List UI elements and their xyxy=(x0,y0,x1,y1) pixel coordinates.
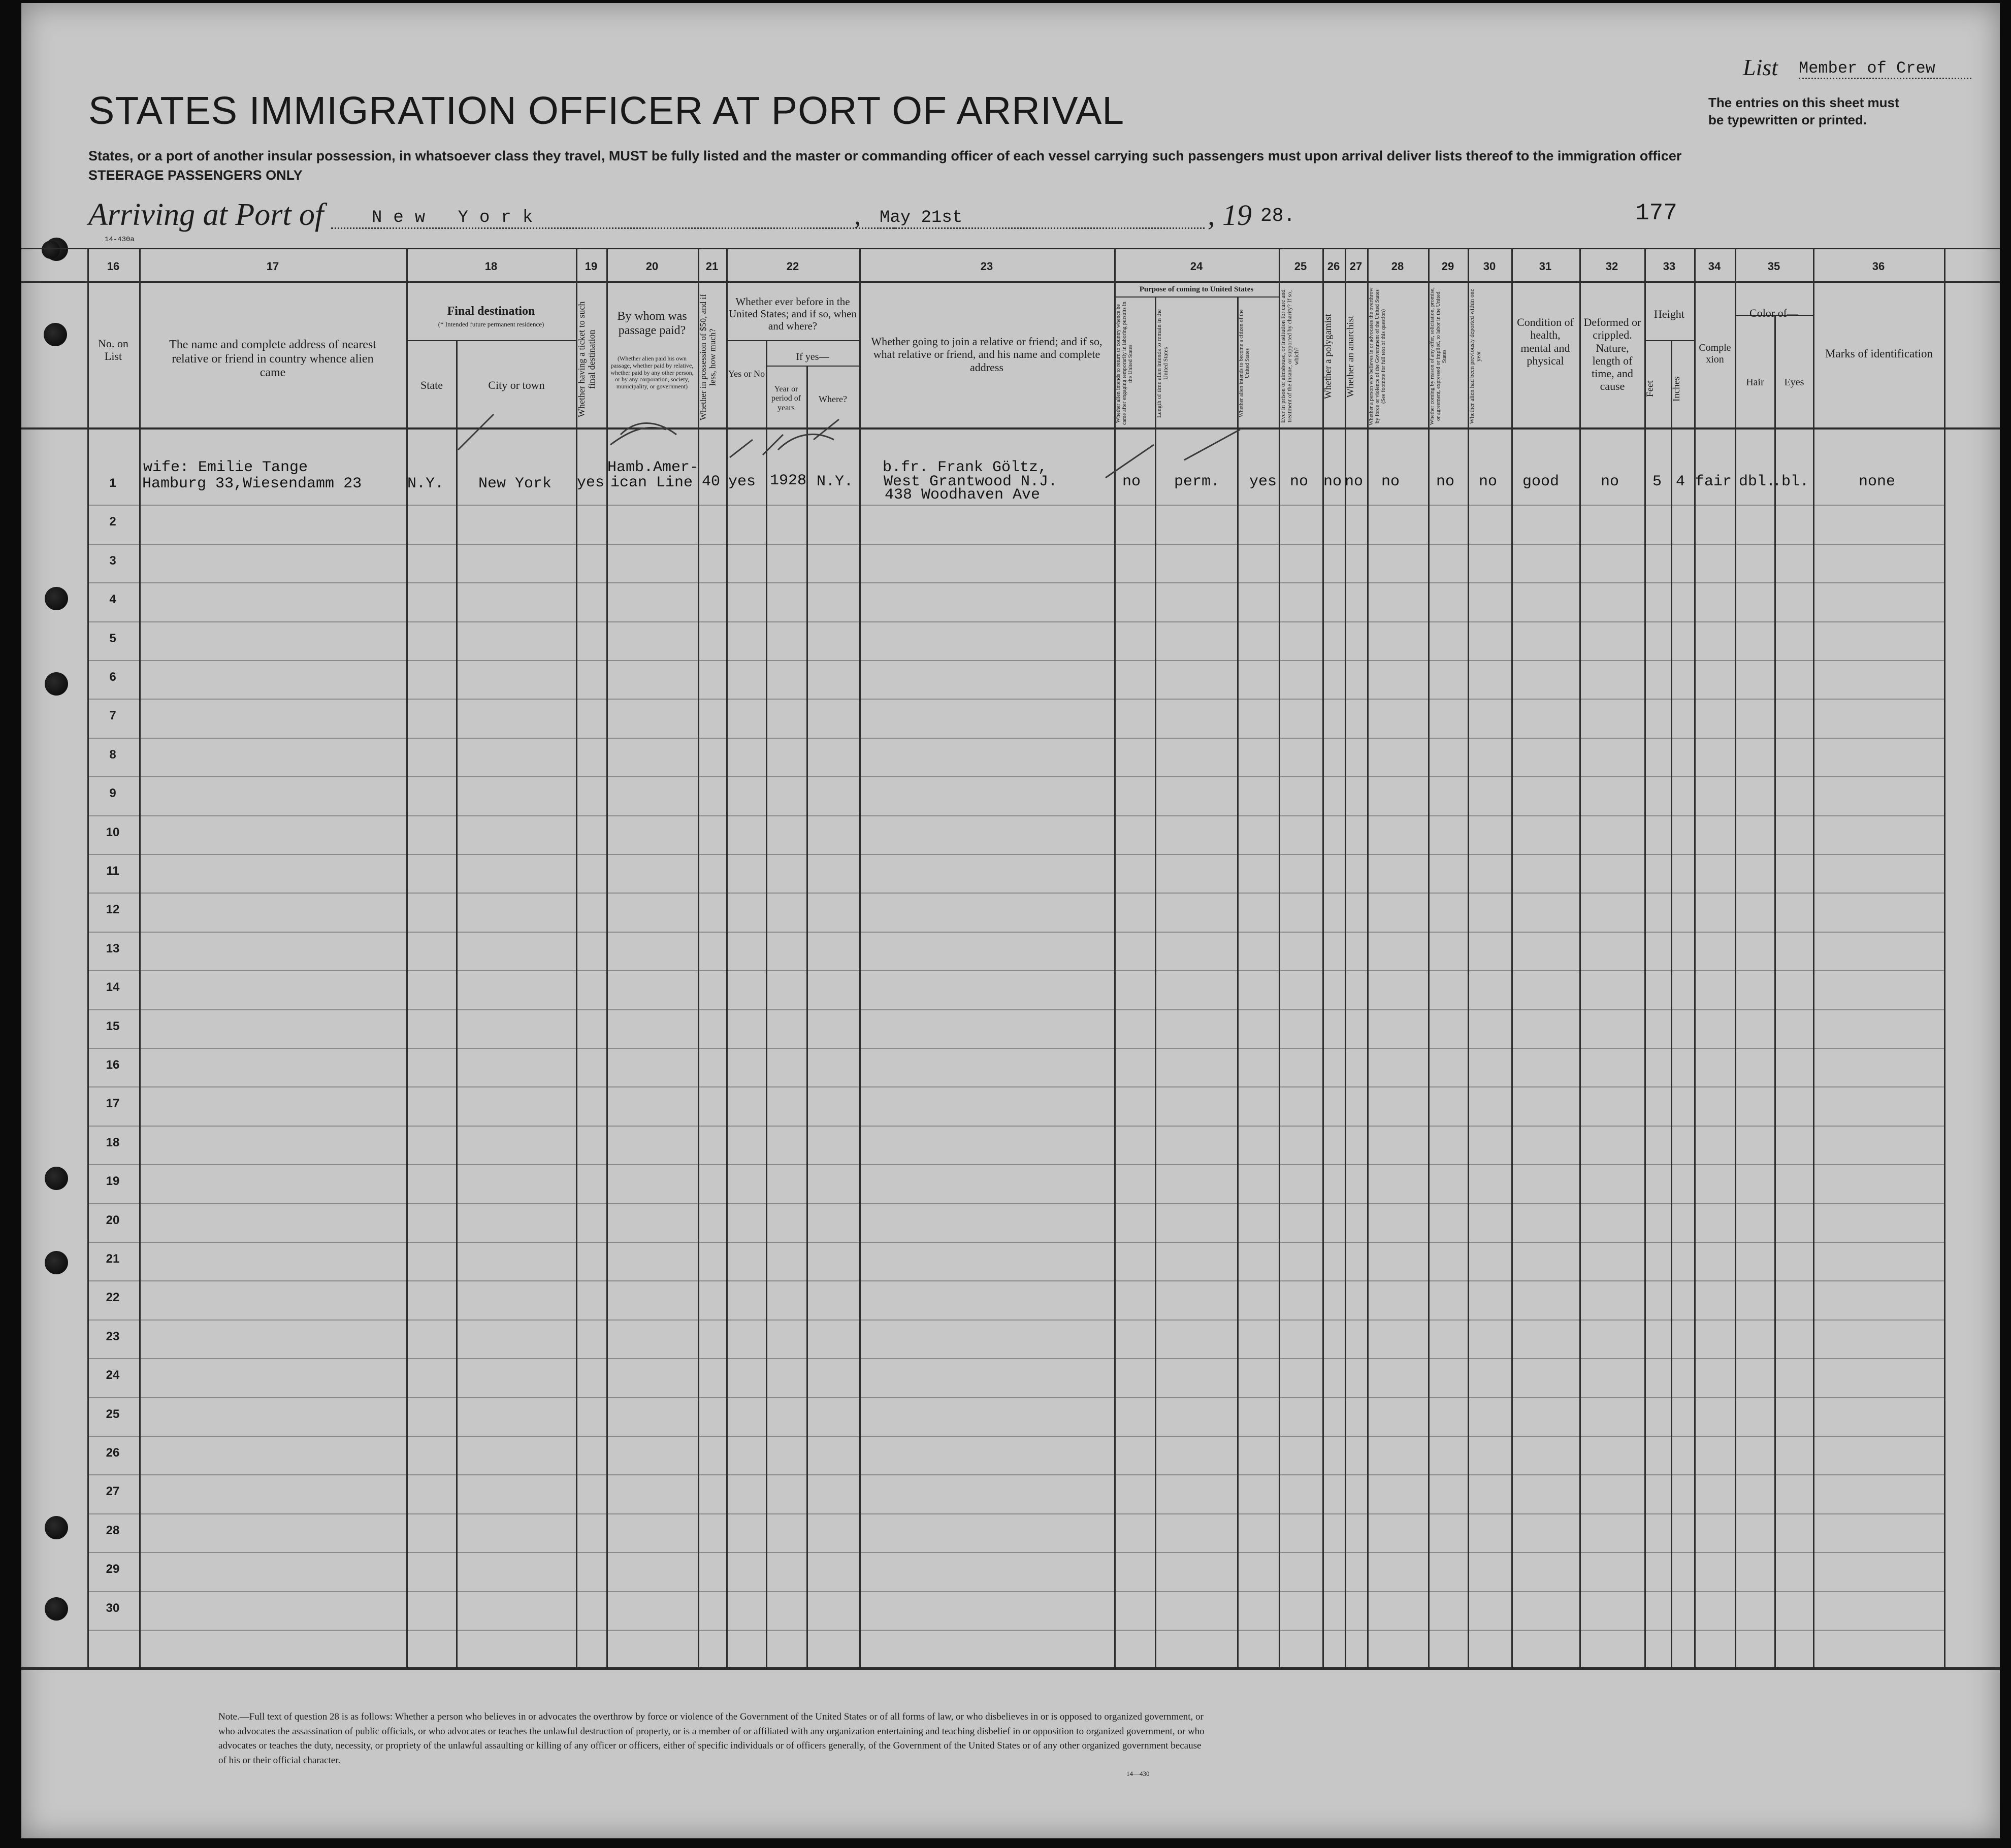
col-number: 25 xyxy=(1294,260,1307,273)
col-number: 20 xyxy=(645,260,659,273)
col-number: 34 xyxy=(1708,260,1721,273)
row-rule xyxy=(87,1436,1944,1437)
before-year: 1928 xyxy=(770,472,807,489)
col-number: 35 xyxy=(1767,260,1780,273)
row-number: 9 xyxy=(109,786,116,800)
row-rule xyxy=(87,1630,1944,1631)
col-number: 30 xyxy=(1483,260,1496,273)
row-rule xyxy=(87,621,1944,622)
row-rule xyxy=(87,582,1944,583)
height-feet: 5 xyxy=(1652,473,1662,490)
polygamist: no xyxy=(1323,473,1342,490)
col-number: 21 xyxy=(705,260,719,273)
check-mark xyxy=(763,435,783,455)
header-deported: Whether alien had been previously deported within one year xyxy=(1468,288,1482,424)
row-number: 19 xyxy=(106,1174,120,1188)
before-us: yes xyxy=(728,473,756,490)
header-health: Condition of health, mental and physical xyxy=(1517,316,1574,367)
row-rule xyxy=(87,970,1944,971)
row-rule xyxy=(87,932,1944,933)
paid-line2: ican Line xyxy=(610,474,693,491)
col-rule xyxy=(766,341,767,1667)
handwriting-scribble xyxy=(610,423,676,445)
footnote-form-code: 14—430 xyxy=(1126,1770,1150,1777)
row-rule xyxy=(87,1474,1944,1475)
row-number: 17 xyxy=(106,1097,120,1110)
binder-hole xyxy=(45,1597,68,1621)
header-before-us: Whether ever before in the United States; and if so, when and where? xyxy=(729,295,857,333)
row-number: 22 xyxy=(106,1291,120,1304)
overthrow: no xyxy=(1381,473,1400,490)
header-inches: Inches xyxy=(1671,376,1682,402)
relative-line2: Hamburg 33,Wiesendamm 23 xyxy=(142,475,362,492)
col-rule xyxy=(1671,341,1672,1667)
row-rule xyxy=(87,1591,1944,1592)
row-number: 12 xyxy=(106,903,120,916)
row-rule xyxy=(87,776,1944,777)
row-number: 6 xyxy=(109,670,116,684)
col-number: 32 xyxy=(1605,260,1618,273)
height-inches: 4 xyxy=(1676,473,1685,490)
header-city: City or town xyxy=(488,379,545,391)
col-number: 27 xyxy=(1349,260,1363,273)
intends-citizen: yes xyxy=(1249,473,1277,490)
row-number: 29 xyxy=(106,1562,120,1576)
col-number: 16 xyxy=(107,260,120,273)
row-number: 18 xyxy=(106,1136,120,1149)
col-number: 33 xyxy=(1663,260,1676,273)
offer: no xyxy=(1436,473,1455,490)
row-number: 23 xyxy=(106,1330,120,1343)
col-number: 19 xyxy=(585,260,598,273)
manifest-sheet xyxy=(21,3,2000,1838)
header-year: Year or period of years xyxy=(771,385,801,412)
money: 40 xyxy=(702,473,721,490)
check-mark xyxy=(458,414,494,450)
row-number: 26 xyxy=(106,1446,120,1460)
row-rule xyxy=(87,1086,1944,1087)
row-rule xyxy=(87,738,1944,739)
join-line1: b.fr. Frank Göltz, xyxy=(883,459,1048,476)
class-line: STEERAGE PASSENGERS ONLY xyxy=(88,168,303,183)
prison: no xyxy=(1290,473,1309,490)
header-length: Length of time alien intends to remain in the United States xyxy=(1155,309,1170,418)
list-value: Member of Crew xyxy=(1799,59,1971,79)
join-line2: West Grantwood N.J. xyxy=(884,473,1058,490)
header-state: State xyxy=(420,379,443,391)
row-rule xyxy=(87,854,1944,855)
header-citizen: Whether alien intends to become a citizen of the United States xyxy=(1238,309,1251,418)
binder-hole xyxy=(45,672,68,696)
relative-line1: wife: Emilie Tange xyxy=(143,459,308,476)
row-rule xyxy=(87,1242,1944,1243)
deported: no xyxy=(1479,473,1498,490)
complexion: fair xyxy=(1695,473,1732,490)
row-rule xyxy=(87,1203,1944,1204)
row-number: 5 xyxy=(109,632,116,645)
header-feet: Feet xyxy=(1645,380,1656,398)
header-height: Height xyxy=(1654,308,1684,320)
typewritten-note: The entries on this sheet must be typewritten or printed. xyxy=(1708,95,1899,127)
col-rule xyxy=(806,367,808,1667)
row-rule xyxy=(87,1280,1944,1281)
header-hair: Hair xyxy=(1746,377,1764,388)
row-rule xyxy=(87,660,1944,661)
row-rule xyxy=(87,893,1944,894)
header-return: Whether alien intends to return to country whence he came after engaging temporarily in laboring pursuits in the United States xyxy=(1115,302,1134,425)
header-where: Where? xyxy=(819,394,847,404)
col-rule xyxy=(1774,316,1776,1667)
row-rule xyxy=(87,1164,1944,1165)
handwriting-scribble xyxy=(778,419,839,450)
row-number: 24 xyxy=(106,1368,120,1382)
header-final-destination-sub: (* Intended future permanent residence) xyxy=(438,320,544,328)
length-of-stay: perm. xyxy=(1174,473,1220,490)
header-ticket: Whether having a ticket to such final destination xyxy=(576,301,597,418)
header-passage-paid: By whom was passage paid? xyxy=(617,310,687,337)
eye-color: .bl. xyxy=(1772,473,1809,490)
form-code-top: 14-430a xyxy=(105,236,135,244)
port-value: New York xyxy=(331,208,895,229)
ticket: yes xyxy=(577,474,605,491)
list-label: List xyxy=(1743,54,1778,80)
row-number: 27 xyxy=(106,1484,120,1498)
col-number: 22 xyxy=(786,260,799,273)
col-number: 17 xyxy=(266,260,279,273)
header-polygamist: Whether a polygamist xyxy=(1323,314,1334,399)
row-number: 20 xyxy=(106,1213,120,1227)
header-joining: Whether going to join a relative or friend; and if so, what relative or friend, and his name and complete address xyxy=(871,335,1102,374)
row-number: 8 xyxy=(109,748,116,762)
row-rule xyxy=(87,1319,1944,1321)
row-number: 13 xyxy=(106,942,120,955)
health: good xyxy=(1522,473,1560,490)
subtitle: States, or a port of another insular possession, in whatsoever class they travel, MUST be fully listed and the master or commanding officer of each vessel carrying such passengers must upon arrival deliver lists thereof to the immigration officer xyxy=(88,148,1682,163)
header-eyes: Eyes xyxy=(1784,377,1804,388)
dest-city: New York xyxy=(478,475,552,492)
row-number: 14 xyxy=(106,980,120,994)
join-line3: 438 Woodhaven Ave xyxy=(885,486,1041,504)
page-title: STATES IMMIGRATION OFFICER AT PORT OF ARRIVAL xyxy=(88,89,1125,133)
year-suffix: 28. xyxy=(1260,205,1295,227)
col-number: 28 xyxy=(1391,260,1404,273)
row-number: 25 xyxy=(106,1407,120,1421)
row-number: 2 xyxy=(109,515,116,529)
row-rule xyxy=(87,1513,1944,1514)
binder-hole xyxy=(45,1516,68,1539)
header-money: Whether in possession of $50, and if less, how much? xyxy=(698,294,718,421)
row-rule xyxy=(87,544,1944,545)
date-value: May 21st xyxy=(880,208,1205,229)
intends-return: no xyxy=(1122,473,1141,490)
row-rule xyxy=(87,1009,1944,1010)
header-complexion: Complexion xyxy=(1699,342,1731,365)
row-number: 21 xyxy=(106,1252,120,1266)
row-number: 10 xyxy=(106,826,120,839)
row-number: 28 xyxy=(106,1524,120,1537)
row-rule xyxy=(87,1397,1944,1398)
footnote-text: Note.—Full text of question 28 is as follows: Whether a person who believes in or advocates the overthrow by force or violence of the Government of the United States or of all forms of law, or who disbelieves in or is opposed to organized government, or who advocates the assassination of public officials, or who advocates or teaches the unlawful destruction of property, or is a member of or affiliated with any organization entertaining and teaching disbelief in or opposition to organized government, or who advocates or teaches the duty, necessity, or propriety of the unlawful assaulting or killing of any officer or officers, either of specific individuals or of officers generally, of the Government of the United States or of any other organized government because of his or their official character. xyxy=(218,1711,1205,1766)
header-marks: Marks of identification xyxy=(1825,347,1933,360)
comma: , xyxy=(854,202,861,230)
col-rule xyxy=(456,341,458,1667)
col-number: 31 xyxy=(1539,260,1552,273)
row-rule xyxy=(87,699,1944,700)
check-mark xyxy=(1184,430,1240,460)
row-rule xyxy=(87,1552,1944,1553)
paid-line1: Hamb.Amer- xyxy=(607,459,699,476)
header-anarchist: Whether an anarchist xyxy=(1345,315,1356,398)
table-bottom-rule xyxy=(21,1667,2000,1670)
hair-color: dbl. xyxy=(1739,473,1776,490)
row-rule xyxy=(87,1126,1944,1127)
header-yes-no: Yes or No xyxy=(728,369,765,379)
row-number: 15 xyxy=(106,1019,120,1033)
check-mark xyxy=(730,440,753,457)
col-number: 18 xyxy=(484,260,498,273)
header-deformed: Deformed or crippled. Nature, length of time, and cause xyxy=(1583,316,1641,393)
arriving-label: Arriving at Port of xyxy=(88,197,324,232)
dest-state: N.Y. xyxy=(407,475,444,492)
col-number: 36 xyxy=(1872,260,1885,273)
anarchist: no xyxy=(1345,473,1364,490)
col-number: 24 xyxy=(1190,260,1203,273)
binder-hole xyxy=(45,1167,68,1190)
row-number: 1 xyxy=(109,476,116,490)
col-number: 23 xyxy=(980,260,993,273)
row-number: 30 xyxy=(106,1601,120,1615)
year-prefix: , 19 xyxy=(1208,199,1252,232)
binder-hole xyxy=(45,587,68,610)
header-purpose: Purpose of coming to United States xyxy=(1139,285,1254,293)
row-rule xyxy=(87,815,1944,816)
deformed: no xyxy=(1601,473,1619,490)
row-number: 7 xyxy=(109,709,116,722)
row-number: 3 xyxy=(109,554,116,568)
header-if-yes: If yes— xyxy=(796,351,829,362)
header-final-destination: Final destination xyxy=(447,305,535,318)
header-overthrow: Whether a person who believes in or advocates the overthrow by force or violence of the Government of the United States (See footnote for full text of this question) xyxy=(1368,287,1387,425)
col-number: 26 xyxy=(1327,260,1340,273)
header-no-on-list: No. on List xyxy=(98,337,128,363)
row-rule xyxy=(87,1048,1944,1049)
header-prison: Ever in prison or almshouse, or institution for care and treatment of the insane, or supported by charity? If so, which? xyxy=(1279,289,1300,423)
identification-marks: none xyxy=(1859,473,1896,490)
before-where: N.Y. xyxy=(817,473,854,490)
col-number: 29 xyxy=(1441,260,1454,273)
binder-hole xyxy=(45,1251,68,1274)
header-color-of: Color of— xyxy=(1749,307,1798,319)
row-number: 16 xyxy=(106,1058,120,1072)
header-offer: Whether coming by reason of any offer, solicitation, promise, or agreement, expressed or implied, to labor in the United States xyxy=(1429,287,1448,425)
header-relative: The name and complete address of nearest relative or friend in country whence alien came xyxy=(169,338,376,380)
row-number: 11 xyxy=(106,864,119,878)
handwritten-annotations xyxy=(21,3,2000,511)
row-rule xyxy=(87,1358,1944,1359)
sheet-number: 177 xyxy=(1635,200,1677,226)
row-number: 4 xyxy=(109,592,116,606)
header-passage-paid-sub: (Whether alien paid his own passage, whether paid by relative, whether paid by any other person, or by any corporation, society, municipality, or government) xyxy=(610,355,694,390)
